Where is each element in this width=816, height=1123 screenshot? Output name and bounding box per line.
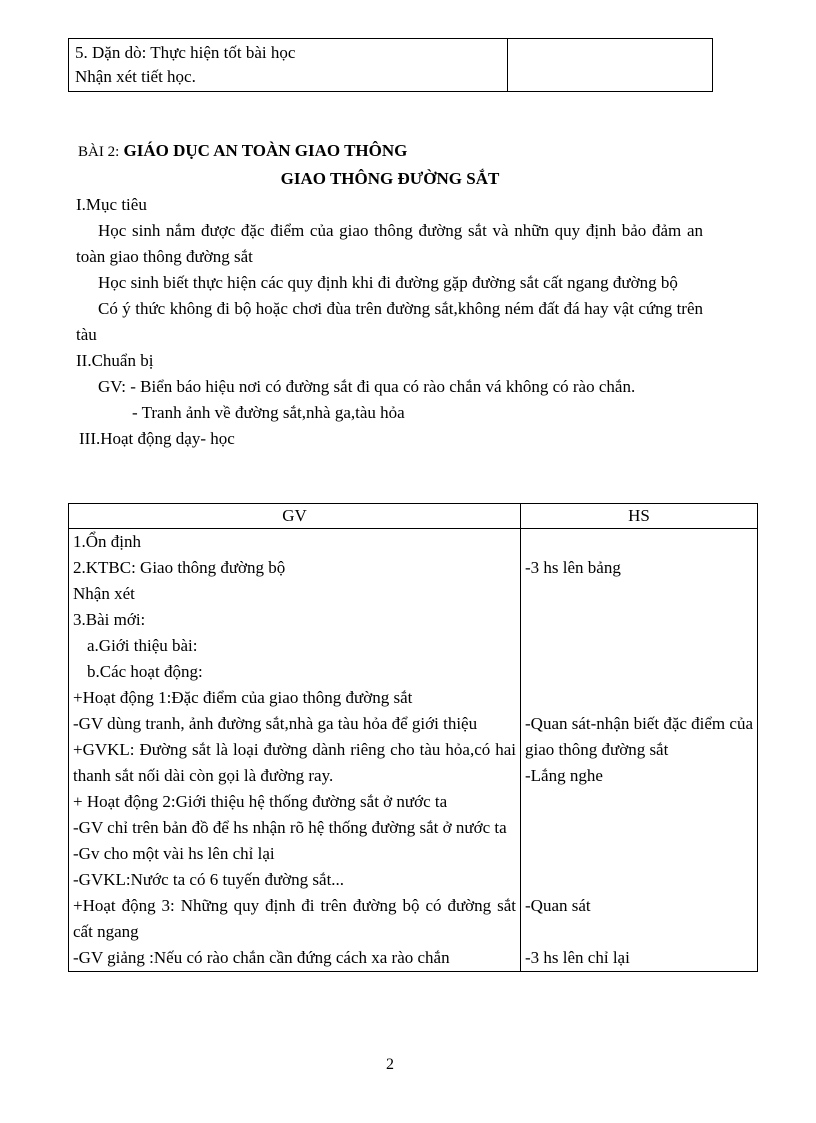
hs-line: -3 hs lên bảng (525, 558, 621, 577)
lesson-title (78, 138, 407, 165)
gv-line: +GVKL: Đường sắt là loại đường dành riêng cho tàu hỏa,có hai thanh sắt nối dài còn gọi là đường ray. (73, 740, 516, 785)
hs-line: -Quan sát-nhận biết đặc điểm của giao thông đường sắt (525, 714, 753, 759)
gv-line: +Hoạt động 1:Đặc điểm của giao thông đường sắt (73, 688, 413, 707)
hs-line: -Quan sát (525, 896, 591, 915)
hs-line: -3 hs lên chỉ lại (525, 948, 630, 967)
preparation-item: - Tranh ảnh về đường sắt,nhà ga,tàu hỏa (132, 403, 405, 422)
top-table-left-cell (69, 39, 508, 92)
top-table-line: 5. Dặn dò: Thực hiện tốt bài học (75, 43, 296, 62)
objective-item: Có ý thức không đi bộ hoặc chơi đùa trên đường sắt,không ném đất đá hay vật cứng trên tàu (76, 299, 703, 344)
hs-line: -Lắng nghe (525, 766, 603, 785)
gv-line: -Gv cho một vài hs lên chỉ lại (73, 844, 275, 863)
hs-column (521, 529, 758, 972)
lesson-prefix: BÀI 2: (78, 144, 120, 160)
gv-line: -GVKL:Nước ta có 6 tuyến đường sắt... (73, 870, 345, 889)
objective-item: Học sinh biết thực hiện các quy định khi đi đường gặp đường sắt cất ngang đường bộ (98, 273, 678, 292)
gv-line: a.Giới thiệu bài: (87, 636, 198, 655)
gv-line: + Hoạt động 2:Giới thiệu hệ thống đường sắt ở nước ta (73, 792, 448, 811)
top-table-line: Nhận xét tiết học. (75, 67, 196, 86)
gv-line: 1.Ổn định (73, 532, 141, 551)
gv-line: +Hoạt động 3: Những quy định đi trên đường bộ có đường sắt cất ngang (73, 896, 516, 941)
lesson-body (76, 192, 703, 452)
gv-column (69, 529, 521, 972)
section-activities-title: III.Hoạt động dạy- học (79, 429, 235, 448)
header-gv: GV (69, 504, 521, 529)
objective-item: Học sinh nắm được đặc điểm của giao thông đường sắt và nhữn quy định bảo đảm an toàn giao thông đường sắt (76, 221, 703, 266)
header-hs: HS (521, 504, 758, 529)
top-table (68, 38, 713, 92)
gv-line: b.Các hoạt động: (87, 662, 203, 681)
gv-line: 2.KTBC: Giao thông đường bộ (73, 558, 286, 577)
gv-line: Nhận xét (73, 584, 135, 603)
gv-line: 3.Bài mới: (73, 610, 146, 629)
gv-line: -GV chỉ trên bản đồ để hs nhận rõ hệ thống đường sắt ở nước ta (73, 818, 507, 837)
lesson-subtitle: GIAO THÔNG ĐƯỜNG SẮT (280, 169, 500, 188)
page-number: 2 (386, 1056, 394, 1073)
preparation-item: GV: - Biển báo hiệu nơi có đường sắt đi qua có rào chắn vá không có rào chắn. (98, 377, 636, 396)
top-table-right-cell (508, 39, 713, 92)
section-preparation-title: II.Chuẩn bị (76, 351, 154, 370)
gv-line: -GV giảng :Nếu có rào chắn cần đứng cách xa rào chắn (73, 948, 450, 967)
activities-table (68, 503, 758, 972)
gv-line: -GV dùng tranh, ảnh đường sắt,nhà ga tàu hỏa để giới thiệu (73, 714, 478, 733)
section-objectives-title: I.Mục tiêu (76, 195, 147, 214)
lesson-title-text: GIÁO DỤC AN TOÀN GIAO THÔNG (123, 141, 408, 160)
